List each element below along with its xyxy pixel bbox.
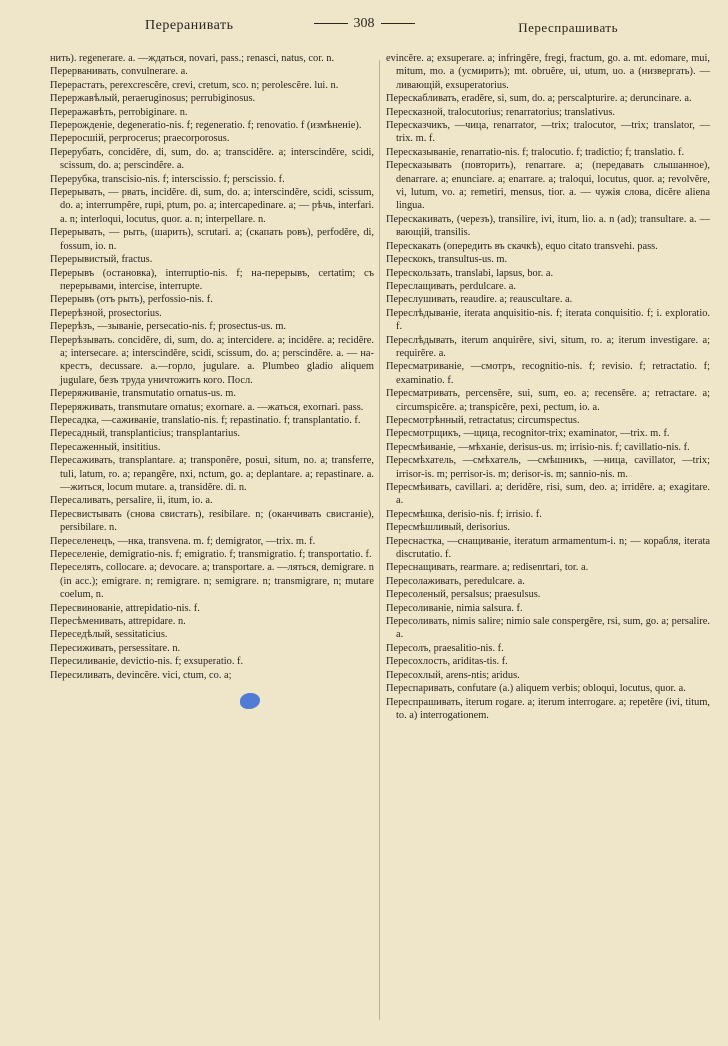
dictionary-entry: Переряживаніе, transmutatio ornatus-us. m.: [50, 388, 236, 400]
dictionary-entry: Пересаживать, transplantare. a; transponĕre, posui, situm, no. a; transferre, tuli, latum, ro. a; repangĕre, nxi, nctum, go. a; deplantare. a; repastinare. a.—житься, locum mutare. a, transidĕre. di. n.: [50, 455, 374, 493]
dictionary-entry: Переросшій, perprocerus; praecorporosus.: [50, 133, 230, 145]
dictionary-entry: Пересаливать, persalire, ii, itum, io. a.: [50, 495, 213, 507]
dictionary-entry: Переражавѣть, perrobiginare. n.: [50, 106, 188, 118]
dictionary-entry: Пересолъ, praesalitio-nis. f.: [386, 642, 504, 654]
dictionary-entry: Пересвистывать (снова свистать), resibilare. n; (оканчивать свисганіе), persibilare. n.: [50, 508, 374, 534]
dictionary-entry: Перескакать (опередить въ скачкѣ), equo citato transvehi. pass.: [386, 240, 658, 252]
dictionary-entry: Перескокъ, transultus-us. m.: [386, 254, 508, 266]
dictionary-entry: Перерывать, — рвать, incidĕre. di, sum, do. a; interscindĕre, scidi, scissum, do. a; interrumpĕre, rupi, ptum, po. a; intercapedinare. a; — рѣчь, interfari. a. n; interloqui, locutus, quor. a. n; interpellare. n.: [50, 187, 374, 225]
dictionary-entry: Пересматривать, percensĕre, sui, sum, eo. a; recensĕre. a; retractare. a; circumspicĕre. a; transpicĕre, pexi, pectum, io. a.: [386, 388, 710, 413]
dictionary-entry: Перерубка, transcisio-nis. f; interscissio. f; perscissio. f.: [50, 173, 285, 185]
dictionary-entry: Переряживать, transmutare ornatus; exornare. a. —жаться, exornari. pass.: [50, 401, 364, 413]
dictionary-entry: Пересматриваніе, —смотръ, recognitio-nis. f; revisio. f; retractatio. f; examinatio. f.: [386, 361, 710, 386]
page-number-text: 308: [353, 16, 375, 31]
dictionary-entry: evincĕre. a; exsuperare. a; infringĕre, fregi, fractum, go. a. mt. edomare, mui, mitum, mo. a (усмирить); mt. obruĕre, ui, utum, uo. a (низвергать). —ливающій, exsuperatorius.: [386, 53, 710, 91]
header-rule-right: [381, 23, 415, 24]
dictionary-entry: Пересмотрѣнный, retractatus; circumspectus.: [386, 414, 580, 426]
dictionary-entry: Перескабливать, eradĕre, si, sum, do. a; perscalpturire. a; deruncinare. a.: [386, 93, 692, 105]
dictionary-entry: Перерѣзывать. concidĕre, di, sum, do. a; intercidere. a; incidĕre. a; recidĕre. a; intersecare. a; interscindĕre, scidi, scissum, do. a; perscindĕre. a. — на-крестъ, decussare. a.—горло, jugulare. a. Plumbeo gladio aliquem jugulare, безъ труда уничтожить кого. Посл.: [50, 334, 374, 386]
dictionary-entry: Пересказной, tralocutorius; renarratorius; translativus.: [386, 106, 615, 118]
dictionary-entry: Пересмѣшливый, derisorius.: [386, 522, 510, 534]
dictionary-entry: Пересаженный, insititius.: [50, 441, 161, 453]
dictionary-entry: Пересоленый, persalsus; praesulsus.: [386, 589, 541, 601]
dictionary-entry: Переснащивать, rearmare. a; redisenrtari, tor. a.: [386, 562, 589, 574]
dictionary-entry: Переселенецъ, —нка, transvena. m. f; demigrator, —trix. m. f.: [50, 535, 316, 547]
dictionary-entry: Пересмотрщикъ, —щица, recognitor-trix; examinator, —trix. m. f.: [386, 428, 670, 440]
dictionary-entry: нить). regenerare. a. —ждаться, novari, pass.; renasci, natus, cor. n.: [50, 53, 335, 64]
page-header: [40, 18, 688, 48]
dictionary-entry: Перерожденіе, degeneratio-nis. f; regeneratio. f; renovatio. f (измѣненіе).: [50, 120, 362, 132]
dictionary-entry: Переселеніе, demigratio-nis. f; emigratio. f; transmigratio. f; transportatio. f.: [50, 549, 372, 561]
dictionary-entry: Пересказываніе, renarratio-nis. f; tralocutio. f; tradictio; f; translatio. f.: [386, 146, 685, 158]
left-column: [50, 52, 374, 682]
dictionary-entry: Перерывъ (остановка), interruptio-nis. f; на-перерывъ, certatim; съ перерывами, intercise, interrupte.: [50, 267, 374, 292]
dictionary-entry: Пересохлость, ariditas-tis. f.: [386, 656, 508, 668]
dictionary-entry: Перерывистый, fractus.: [50, 254, 153, 266]
ink-blot: [240, 693, 260, 709]
dictionary-entry: Пересмѣиваніе, —мѣханіе, derisus-us. m; irrisio-nis. f; cavillatio-nis. f.: [386, 441, 690, 453]
dictionary-entry: Перескакивать, (черезъ), transilire, ivi, itum, lio. a. n (ad); transultare. a. —вающій, transilis.: [386, 213, 710, 239]
column-divider: [379, 60, 380, 1020]
dictionary-entry: Переснастка, —снащиваніе, iteratum armamentum-i. n; — корабля, iterata discrutatio. f.: [386, 535, 710, 561]
dictionary-entry: Пересмѣивать, cavillari. a; deridĕre, risi, sum, deo. a; irridĕre. a; exagitare. a.: [386, 482, 710, 507]
dictionary-entry: Перерывъ (отъ рыть), perfossio-nis. f.: [50, 294, 213, 306]
dictionary-entry: Пересиживать, persessitare. n.: [50, 642, 181, 654]
right-column: [386, 52, 710, 722]
dictionary-entry: Пересолаживать, peredulcare. a.: [386, 575, 525, 587]
dictionary-entry: Перескользать, translabi, lapsus, bor. a.: [386, 267, 554, 279]
dictionary-entry: Перерубать, concidĕre, di, sum, do. a; transcidĕre. a; interscindĕre, scidi, scissum, do. a; perscindĕre. a.: [50, 146, 374, 172]
dictionary-entry: Пересадка, —саживаніе, translatio-nis. f; repastinatio. f; transplantatio. f.: [50, 414, 361, 426]
dictionary-entry: Переселять, collocare. a; devocare. a; transportare. a. —ляться, demigrare. n (in acc.); emigrare. n; remigrare. n; semigrare. n; transmigrare, n; mutare coelum, n.: [50, 562, 374, 601]
dictionary-entry: Перержавѣлый, peraeruginosus; perrubiginosus.: [50, 93, 256, 105]
dictionary-entry: Пересохлый, arens-ntis; aridus.: [386, 669, 520, 681]
dictionary-entry: Пересѣменивать, attrepidare. n.: [50, 616, 186, 628]
dictionary-entry: Переслѣдываніе, iterata anquisitio-nis. f; iterata conquisitio. f; i. exploratio. f.: [386, 307, 710, 333]
dictionary-entry: Пересмѣшка, derisio-nis. f; irrisio. f.: [386, 508, 542, 520]
dictionary-entry: Переспаривать, confutare (a.) aliquem verbis; obloqui, locutus, quor. a.: [386, 683, 686, 695]
dictionary-entry: Переслушивать, reaudire. a; reauscultare. a.: [386, 294, 573, 306]
dictionary-entry: Пересиливаніе, devictio-nis. f; exsuperatio. f.: [50, 656, 244, 668]
dictionary-entry: Перерывать, — рыть, (шарить), scrutari. a; (скапать ровъ), perfodĕre, di, fossum, io. n.: [50, 227, 374, 252]
dictionary-entry: Переслѣдывать, iterum anquirĕre, sivi, situm, ro. a; iterum investigare. a; requirĕre. a.: [386, 334, 710, 359]
dictionary-entry: Переслащивать, perdulcare. a.: [386, 280, 516, 292]
header-left-word: Переранивать: [145, 18, 234, 33]
dictionary-entry: Пересадный, transplanticius; transplantarius.: [50, 428, 240, 440]
dictionary-entry: Пересказчикъ, —чица, renarrator, —trix; tralocutor, —trix; translator, —trix. m. f.: [386, 120, 710, 145]
dictionary-entry: Пересоливать, nimis salire; nimio sale conspergĕre, rsi, sum, go. a; persalire. a.: [386, 616, 710, 641]
dictionary-entry: Перерванивать, convulnerare. a.: [50, 66, 188, 78]
dictionary-entry: Пересиливать, devincĕre. vici, ctum, co. a;: [50, 669, 232, 681]
dictionary-entry: Переседѣлый, sessitaticius.: [50, 629, 168, 641]
dictionary-entry: Пересмѣхатель, —смѣхатель, —смѣшникъ, —ница, cavillator, —trix; irrisor-is. m; perrisor-is. m; derisor-is. m; sannio-nis. m.: [386, 455, 710, 480]
dictionary-entry: Перерастать, perexcrescĕre, crevi, cretum, sco. n; perolescĕre. lui. n.: [50, 79, 339, 91]
dictionary-entry: Перерѣзной, prosectorius.: [50, 307, 162, 319]
dictionary-entry: Переспрашивать, iterum rogare. a; iterum interrogare. a; repetĕre (ivi, titum, to. a) interrogationem.: [386, 696, 710, 721]
dictionary-entry: Пересвинованіе, attrepidatio-nis. f.: [50, 602, 200, 614]
header-right-word: Переспрашивать: [518, 20, 618, 35]
dictionary-entry: Пересоливаніе, nimia salsura. f.: [386, 602, 523, 614]
dictionary-entry: Перерѣзъ, —зываніе, persecatio-nis. f; prosectus-us. m.: [50, 321, 287, 333]
dictionary-entry: Пересказывать (повторить), renarrare. a; (передавать слышанное), denarrare. a; enunciare. a; enarrare. a; traloqui, locutus, quor. a; revolvĕre, vi, lutum, vo. a; remetiri, mensus, tior. a. — чужія слова, dicĕre aliena lingua.: [386, 160, 710, 212]
header-rule-left: [314, 23, 348, 24]
